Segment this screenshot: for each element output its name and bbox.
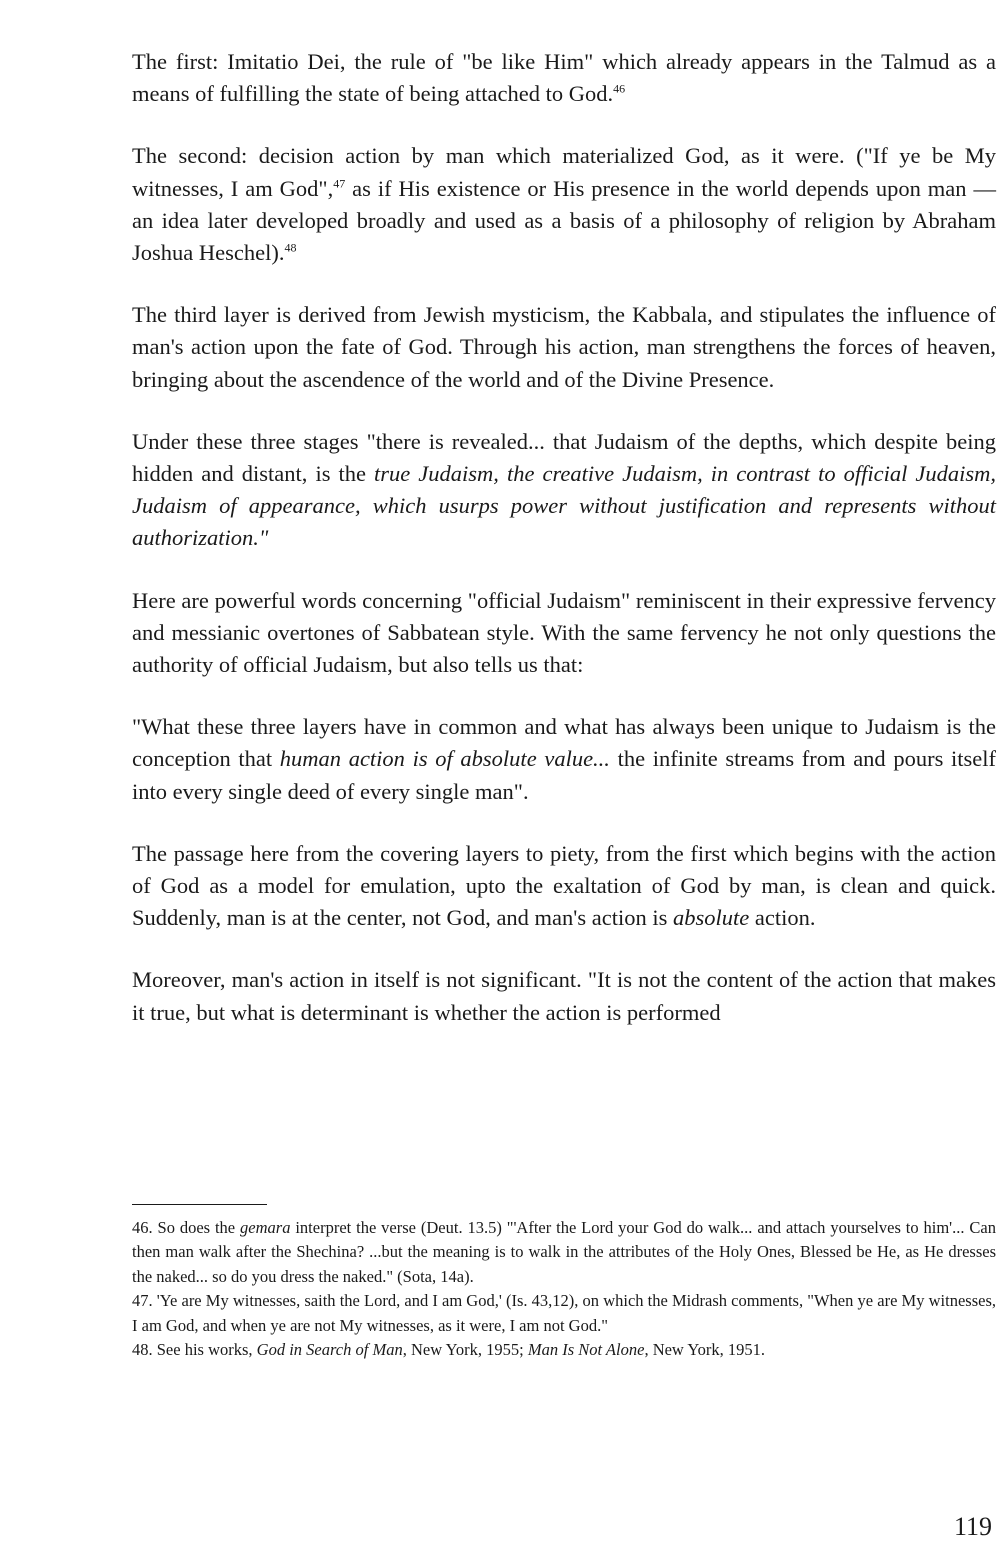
- paragraph: Under these three stages "there is revealed... that Judaism of the depths, which despite being hidden and distant, is the true Judaism, the creative Judaism, in contrast to official Judaism, Judaism of appearance, which usurps power without justification and represents without authorization.": [132, 428, 997, 551]
- footnote-ref: 48: [284, 240, 297, 255]
- footnote-47: 47. 'Ye are My witnesses, saith the Lord, and I am God,' (Is. 43,12), on which the Midrash comments, "When ye are My witnesses, I am God, and when ye are not My witnesses, as it were, I am not God.": [132, 1291, 996, 1335]
- paragraph: The passage here from the covering layers to piety, from the first which begins with the action of God as a model for emulation, upto the exaltation of God by man, is clean and quick. Suddenly, man is at the center, not God, and man's action is absolute action.: [132, 840, 996, 931]
- paragraph: "What these three layers have in common and what has always been unique to Judaism is the conception that human action is of absolute value... the infinite streams from and pours itself into every single deed of every single man".: [132, 714, 996, 804]
- body-text: [132, 46, 996, 1059]
- italic-text: Man Is Not Alone: [527, 1340, 645, 1360]
- page-number: 119: [953, 1512, 992, 1541]
- footnote-ref: 47: [333, 176, 346, 191]
- paragraph: The first: Imitatio Dei, the rule of "be like Him" which already appears in the Talmud as a means of fulfilling the state of being attached to God.$^{46}$: [132, 49, 996, 107]
- footnote-48: 48. See his works, God in Search of Man, New York, 1955; Man Is Not Alone, New York, 1951.: [132, 1340, 765, 1360]
- paragraph: Here are powerful words concerning "official Judaism" reminiscent in their expressive fervency and messianic overtones of Sabbatean style. With the same fervency he not only questions the authority of official Judaism, but also tells us that:: [132, 587, 996, 678]
- italic-text: human action is of absolute value...: [279, 746, 610, 772]
- paragraph: The second: decision action by man which materialized God, as it were. ("If ye be My witnesses, I am God",$^{47}$ as if His existence or His presence in the world depends upon man — an idea later developed broadly and used as a basis of a philosophy of religion by Abraham Joshua Heschel).$^{48}$: [132, 143, 996, 266]
- italic-text: true Judaism, the creative Judaism, in contrast to official Judaism, Judaism of appearance, which usurps power without justification and represents without authorization.": [132, 461, 997, 551]
- footnote-46: 46. So does the gemara interpret the verse (Deut. 13.5) "'After the Lord your God do walk... and attach yourselves to him'... Can then man walk after the Shechina? ...but the meaning is to walk in the attributes of the Holy Ones, Blessed be He, as He dresses the naked... so do you dress the naked." (Sota, 14a).: [132, 1218, 996, 1286]
- paragraph: Moreover, man's action in itself is not significant. "It is not the content of the action that makes it true, but what is determinant is whether the action is performed: [132, 967, 996, 1025]
- italic-text: God in Search of Man: [256, 1340, 403, 1360]
- footnote-divider: [132, 1204, 267, 1205]
- italic-text: gemara: [240, 1218, 291, 1237]
- footnotes: [132, 1216, 996, 1362]
- footnote-ref: 46: [613, 81, 626, 96]
- paragraph: The third layer is derived from Jewish mysticism, the Kabbala, and stipulates the influence of man's action upon the fate of God. Through his action, man strengthens the forces of heaven, bringing about the ascendence of the world and of the Divine Presence.: [132, 302, 996, 392]
- italic-text: absolute: [672, 905, 750, 931]
